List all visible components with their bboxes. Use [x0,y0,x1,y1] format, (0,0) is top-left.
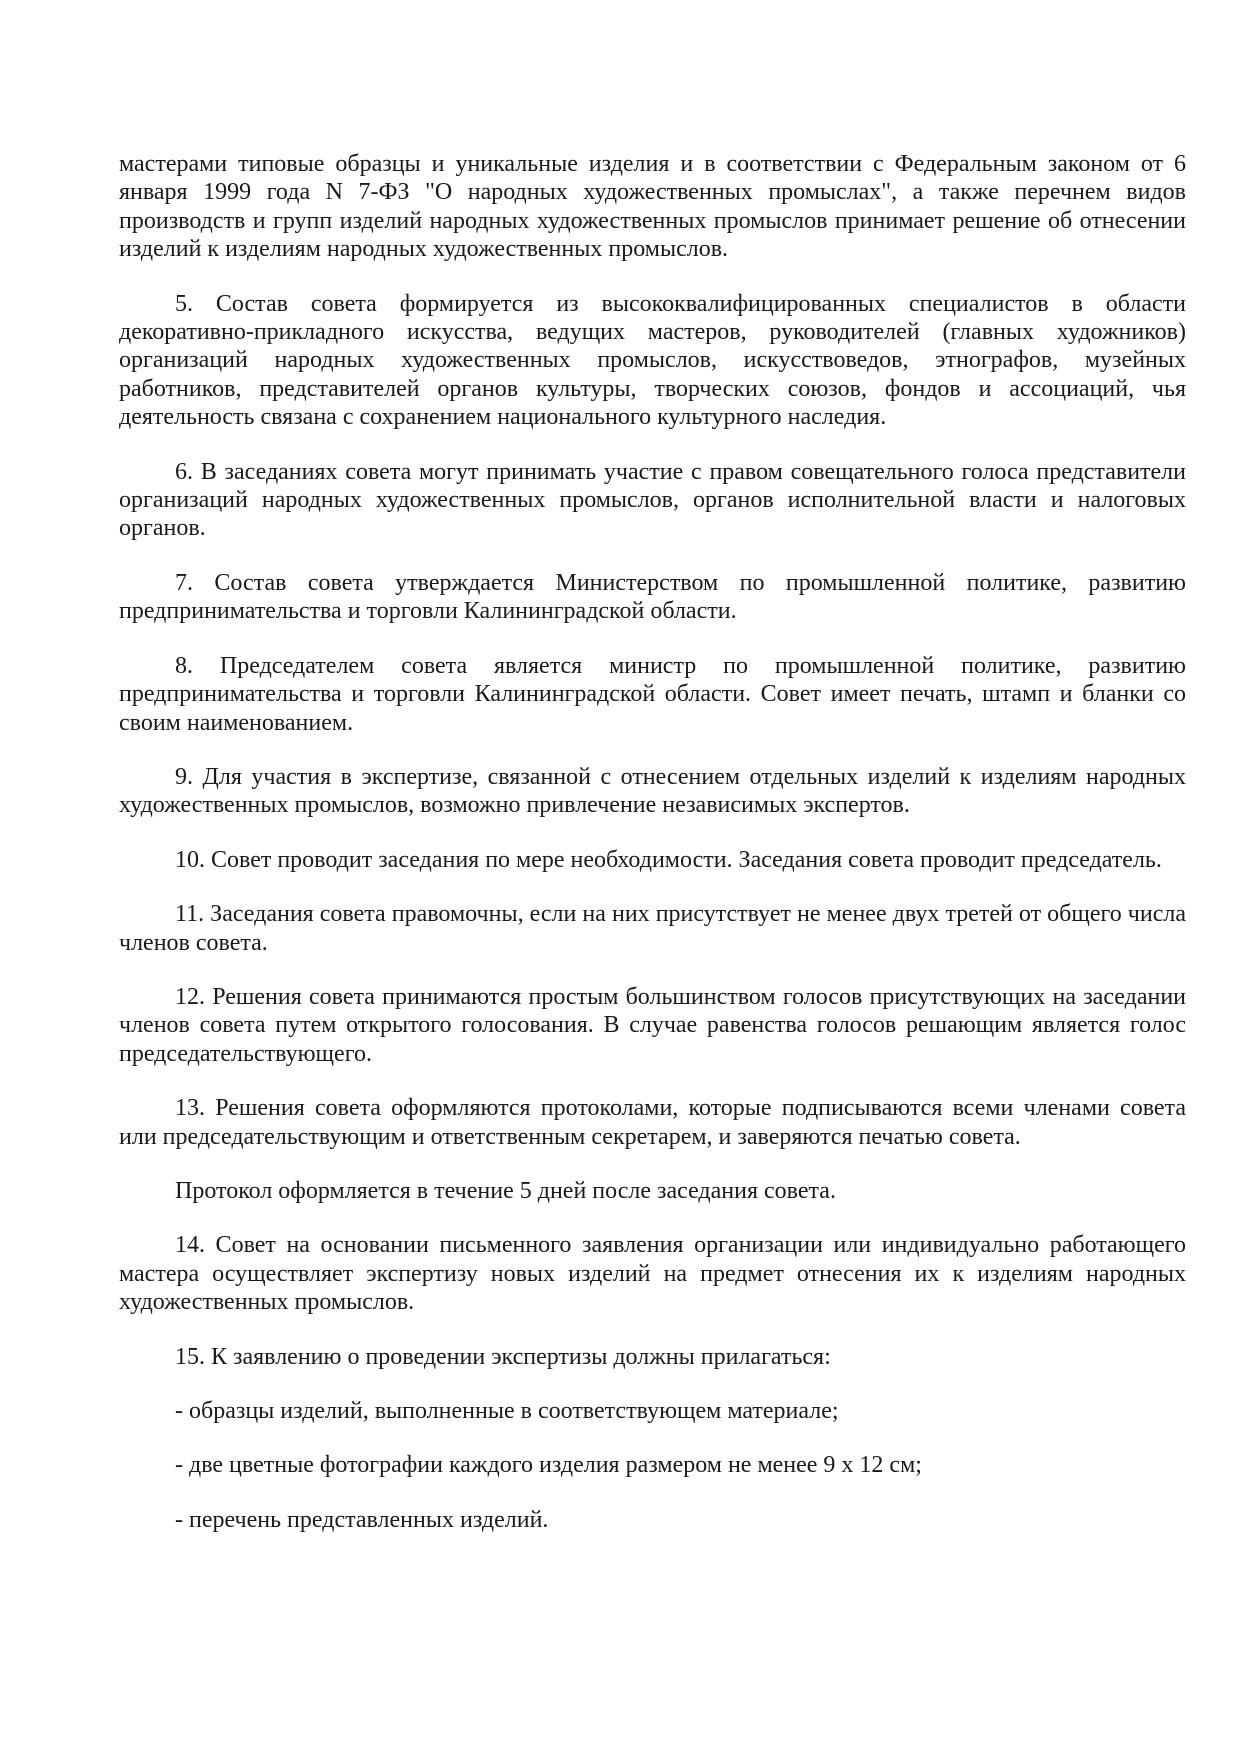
list-item-inventory: - перечень представленных изделий. [175,1506,549,1533]
paragraph-item-8: 8. Председателем совета является министр по промышленной политике, развитию предпринимательства и торговли Калининградской области. Совет имеет печать, штамп и бланки со своим наименованием. [119,652,1186,736]
paragraph-item-14: 14. Совет на основании письменного заявления организации или индивидуально работающего мастера осуществляет экспертизу новых изделий на предмет отнесения их к изделиям народных художественных промыслов. [119,1232,1186,1316]
document-page [119,150,1186,1560]
list-item-photos: - две цветные фотографии каждого изделия размером не менее 9 х 12 см; [175,1452,922,1479]
paragraph-item-15: 15. К заявлению о проведении экспертизы должны прилагаться: [175,1343,831,1370]
paragraph-item-7: 7. Состав совета утверждается Министерством по промышленной политике, развитию предпринимательства и торговли Калининградской области. [119,569,1186,625]
paragraph-item-13: 13. Решения совета оформляются протоколами, которые подписываются всеми членами совета или председательствующим и ответственным секретарем, и заверяются печатью совета. [119,1095,1186,1150]
list-item-samples: - образцы изделий, выполненные в соответствующем материале; [175,1398,839,1424]
paragraph-item-6: 6. В заседаниях совета могут принимать участие с правом совещательного голоса представители организаций народных художественных промыслов, органов исполнительной власти и налоговых органов. [119,458,1186,542]
paragraph-continuation: мастерами типовые образцы и уникальные изделия и в соответствии с Федеральным законом от 6 января 1999 года N 7-ФЗ "О народных художественных промыслах", а также перечнем видов производств и групп изделий народных художественных промыслов принимает решение об отнесении изделий к изделиям народных художественных промыслов. [119,151,1186,263]
paragraph-item-11: 11. Заседания совета правомочны, если на них присутствует не менее двух третей от общего числа членов совета. [119,901,1186,956]
paragraph-item-12: 12. Решения совета принимаются простым большинством голосов присутствующих на заседании членов совета путем открытого голосования. В случае равенства голосов решающим является голос председательствующего. [119,983,1186,1067]
paragraph-protocol-note: Протокол оформляется в течение 5 дней после заседания совета. [175,1177,836,1204]
paragraph-item-9: 9. Для участия в экспертизе, связанной с отнесением отдельных изделий к изделиям народных художественных промыслов, возможно привлечение независимых экспертов. [119,763,1186,819]
paragraph-item-5: 5. Состав совета формируется из высококвалифицированных специалистов в области декоративно-прикладного искусства, ведущих мастеров, руководителей (главных художников) организаций народных художественных промыслов, искусствоведов, этнографов, музейных работников, представителей органов культуры, творческих союзов, фондов и ассоциаций, чья деятельность связана с сохранением национального культурного наследия. [119,290,1186,431]
paragraph-item-10: 10. Совет проводит заседания по мере необходимости. Заседания совета проводит председатель. [175,846,1162,873]
